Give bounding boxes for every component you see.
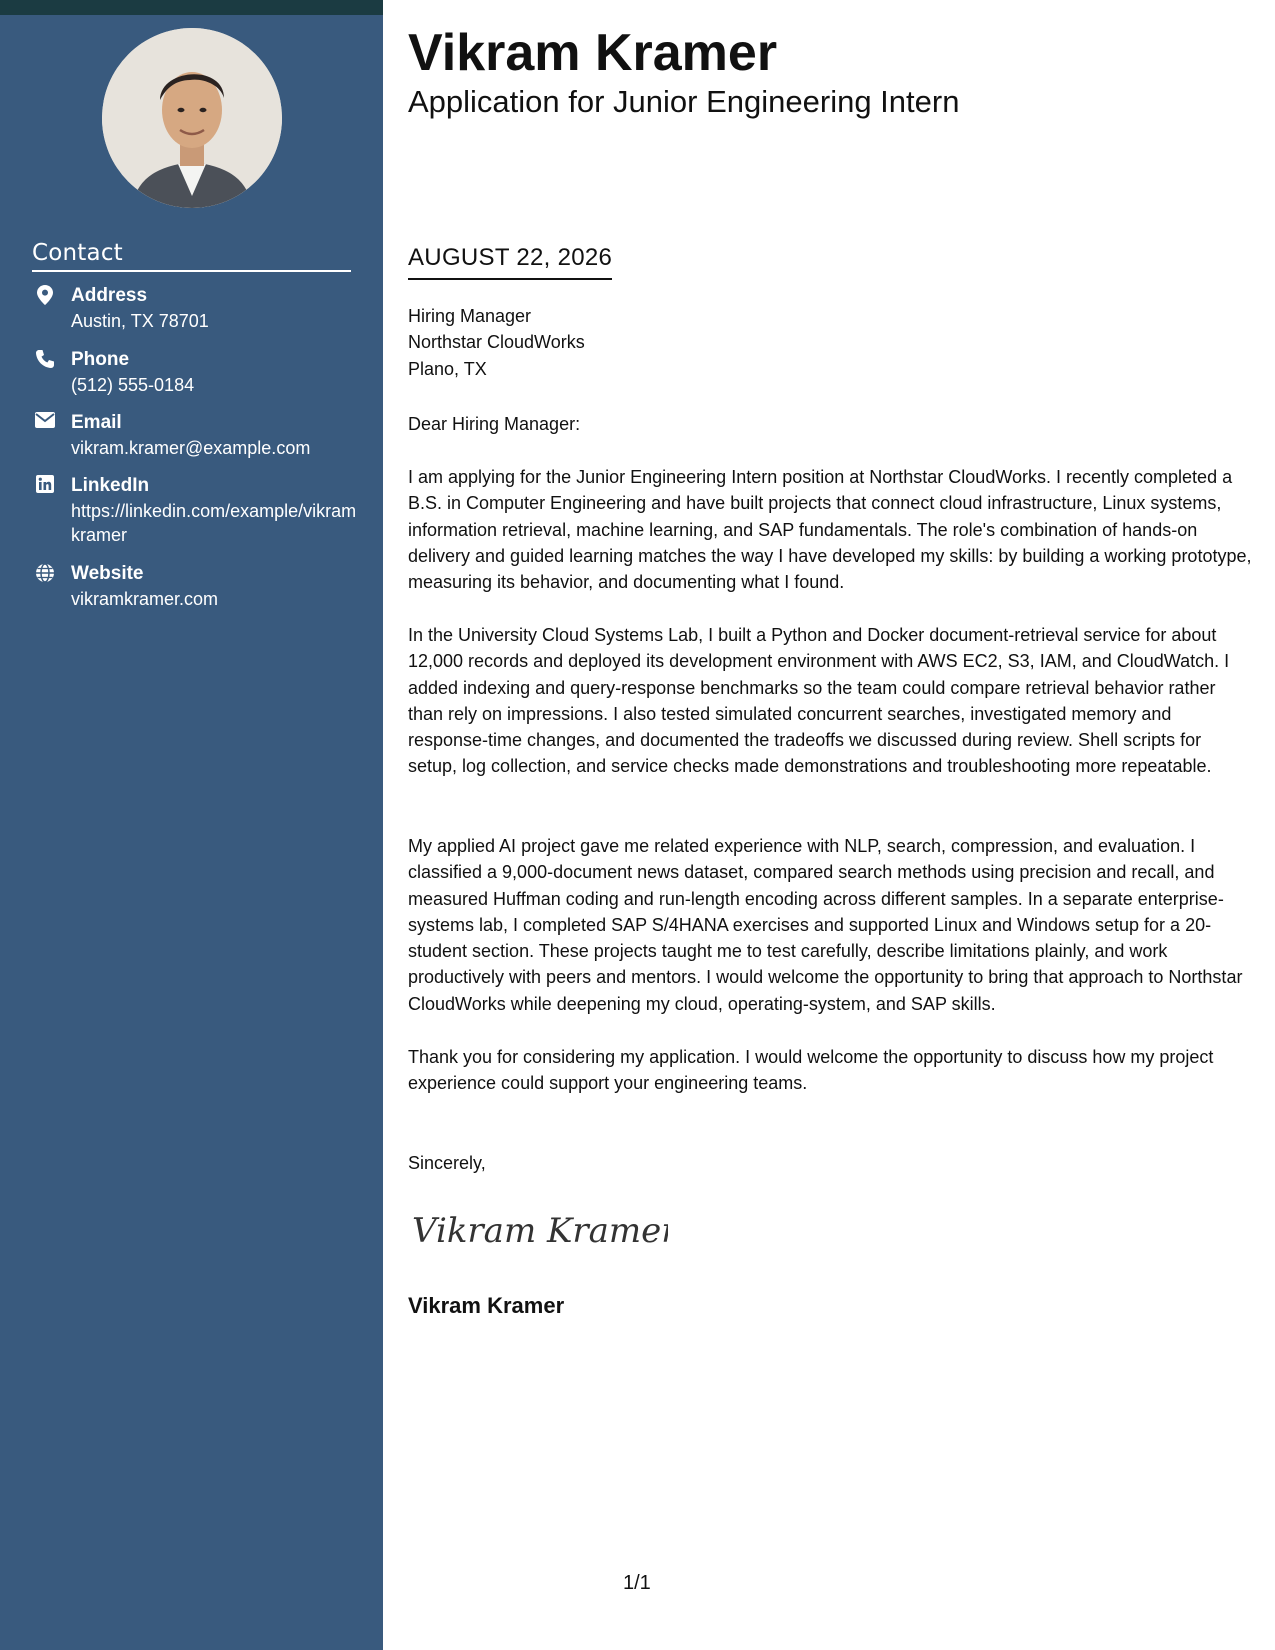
- recipient-line: Hiring Manager: [408, 306, 532, 326]
- letter-paragraph: In the University Cloud Systems Lab, I built a Python and Docker document-retrieval service for about 12,000 records and deployed its development environment with AWS EC2, S3, IAM, and CloudWatch. I added indexing and query-response benchmarks so the team could compare retrieval behavior rather than rely on impressions. I also tested simulated concurrent searches, investigated memory and response-time changes, and documented the tradeoffs we discussed during review. Shell scripts for setup, log collection, and service checks made demonstrations and troubleshooting more repeatable.: [408, 625, 1230, 777]
- email-label: Email: [71, 412, 122, 433]
- handwritten-signature: [408, 1200, 668, 1265]
- letter-date: AUGUST 22, 2026: [408, 242, 612, 280]
- email-value[interactable]: vikram.kramer@example.com: [71, 438, 311, 458]
- profile-photo: [102, 28, 282, 208]
- linkedin-icon: [32, 475, 58, 497]
- envelope-icon: [32, 412, 58, 434]
- recipient-line: Northstar CloudWorks: [408, 332, 585, 353]
- sidebar: [0, 0, 383, 1650]
- address-value: Austin, TX 78701: [71, 311, 209, 331]
- letter-paragraph: I am applying for the Junior Engineering Intern position at Northstar CloudWorks. I recently completed a B.S. in Computer Engineering and have built projects that connect cloud infrastructure, Linux systems, information retrieval, machine learning, and SAP fundamentals. The role's combination of hands-on delivery and guided learning matches the way I have developed my skills: by building a working prototype, measuring its behavior, and documenting what I found.: [408, 467, 1252, 593]
- phone-icon: [32, 349, 58, 371]
- phone-label: Phone: [71, 349, 130, 370]
- phone-value: (512) 555-0184: [71, 375, 195, 395]
- salutation: Dear Hiring Manager:: [408, 414, 581, 434]
- signature-script: Vikram Kramer: [412, 1211, 668, 1251]
- application-title: Application for Junior Engineering Intern: [408, 84, 960, 119]
- recipient-line: Plano, TX: [408, 358, 487, 379]
- website-value[interactable]: vikramkramer.com: [71, 589, 219, 609]
- linkedin-value[interactable]: https://linkedin.com/example/vikramkramer: [71, 501, 357, 545]
- sidebar-top-bar: [0, 0, 383, 15]
- letter-paragraph: My applied AI project gave me related experience with NLP, search, compression, and evaluation. I classified a 9,000-document news dataset, compared search methods using precision and recall, and measured Huffman coding and run-length encoding across different samples. In a separate enterprise-systems lab, I completed SAP S/4HANA exercises and supported Linux and Windows setup for a 20-student section. These projects taught me to test carefully, describe limitations plainly, and work productively with peers and mentors. I would welcome the opportunity to bring that approach to Northstar CloudWorks while deepening my cloud, operating-system, and SAP skills.: [408, 836, 1243, 1014]
- address-label: Address: [71, 285, 148, 306]
- signed-name: Vikram Kramer: [408, 1293, 565, 1318]
- contact-heading: Contact: [32, 240, 351, 272]
- map-pin-icon: [32, 285, 58, 307]
- closing: Sincerely,: [408, 1153, 486, 1173]
- recipient-block: [408, 303, 1253, 382]
- globe-icon: [32, 563, 58, 585]
- applicant-name: Vikram Kramer: [408, 24, 778, 82]
- letter-paragraph: Thank you for considering my application. I would welcome the opportunity to discuss how my project experience could support your engineering teams.: [408, 1047, 1214, 1094]
- website-label: Website: [71, 563, 144, 584]
- page-number: 1/1: [623, 1572, 651, 1594]
- linkedin-label: LinkedIn: [71, 475, 150, 496]
